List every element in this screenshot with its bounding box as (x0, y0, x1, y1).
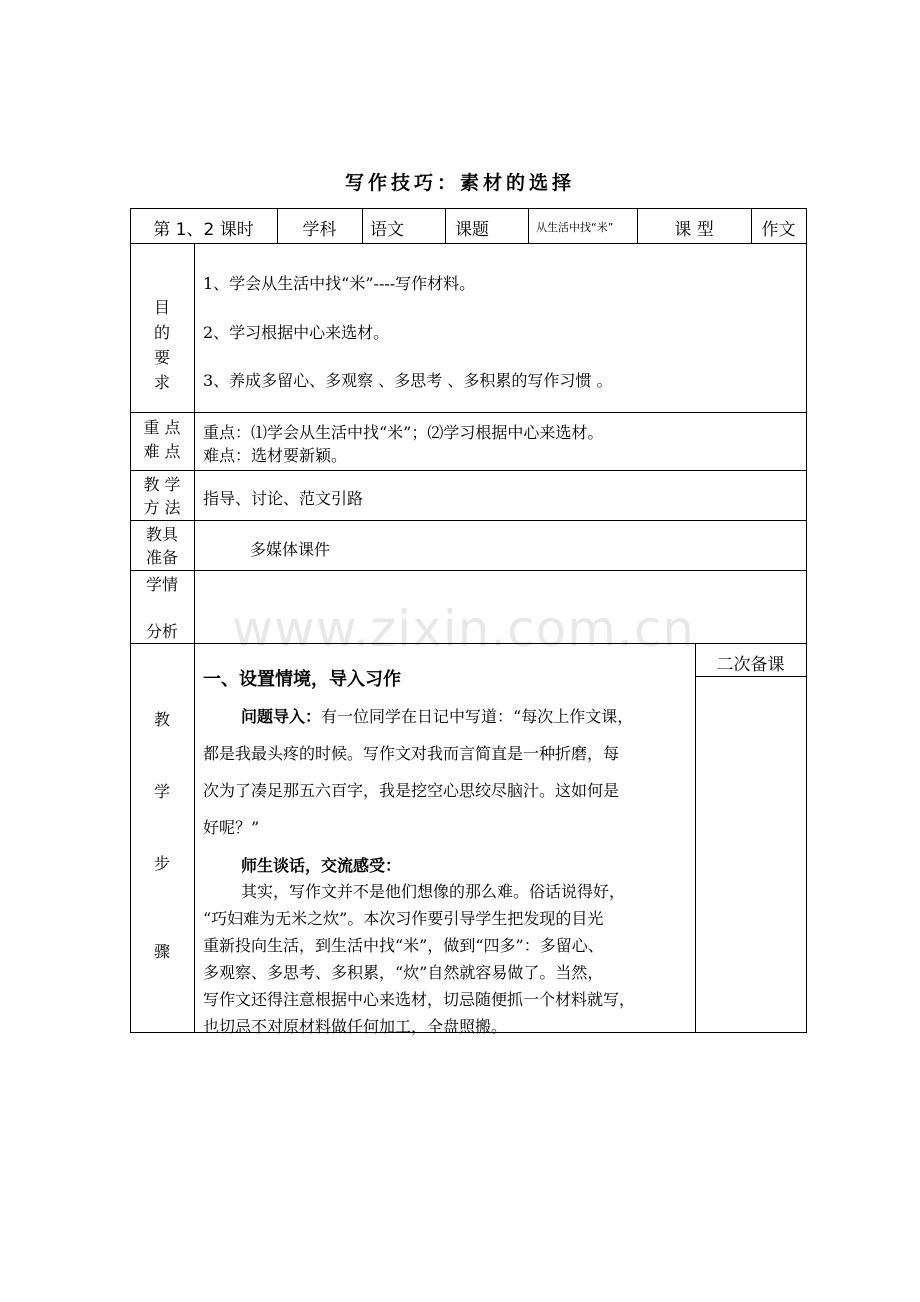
type-value: 作文 (761, 220, 796, 240)
subject-value: 语文 (370, 220, 404, 240)
objectives-label: 目 的 要 求 (153, 298, 170, 392)
second-prep-header: 二次备课 (716, 655, 785, 675)
key-points-label: 重 点 难 点 (143, 418, 181, 461)
objective-item: 2、学习根据中心来选材。 (203, 323, 390, 342)
talk-title: 师生谈话，交流感受： (241, 856, 402, 875)
talk-paragraph: 其实，写作文并不是他们想像的那么难。俗话说得好， “巧妇难为无米之炊”。本次习作要引导学生把发现的目光 重新投向生活，到生活中找“米”，做到“四多”：多留心、 多观察、多思考、多积累，“炊”自然就容易做了。当然， 写作文还得注意根据中心来选材，切忌随便抓一个材料就写， 也切忌不对原材料做任何加工，全盘照搬。 (203, 882, 636, 1036)
methods-label: 教 学 方 法 (143, 475, 181, 517)
difficult-point-line: 难点：选材要新颖。 (203, 446, 348, 465)
page-title: 写作技巧：素材的选择 (344, 172, 575, 194)
section1-title: 一、设置情境，导入习作 (203, 669, 401, 690)
intro-label: 问题导入： (241, 707, 322, 726)
subject-label: 学科 (302, 220, 337, 240)
objective-item: 3、养成多留心、多观察 、多思考 、多积累的写作习惯 。 (203, 371, 613, 390)
key-point-line: 重点：⑴学会从生活中找“米”；⑵学习根据中心来选材。 (203, 423, 604, 442)
period-cell: 第 1、2 课时 (153, 220, 254, 240)
tools-label: 教具 准备 (145, 525, 178, 567)
tools-text: 多媒体课件 (250, 540, 331, 559)
watermark: www.zixin.com.cn (232, 600, 696, 658)
steps-label: 教 学 步 骤 (153, 710, 170, 961)
analysis-label: 学情 分析 (145, 575, 178, 641)
topic-label: 课题 (455, 220, 489, 240)
intro-paragraph: 问题导入：有一位同学在日记中写道：“每次上作文课， 都是我最头疼的时候。写作文对我而言简直是一种折磨，每 次为了凑足那五六百字，我是挖空心思绞尽脑汁。这如何是 好呢？” (203, 707, 634, 837)
type-label: 课 型 (674, 220, 714, 240)
topic-value: 从生活中找“米” (536, 221, 614, 234)
objective-item: 1、学会从生活中找“米”----写作材料。 (203, 274, 476, 293)
methods-text: 指导、讨论、范文引路 (203, 489, 364, 508)
